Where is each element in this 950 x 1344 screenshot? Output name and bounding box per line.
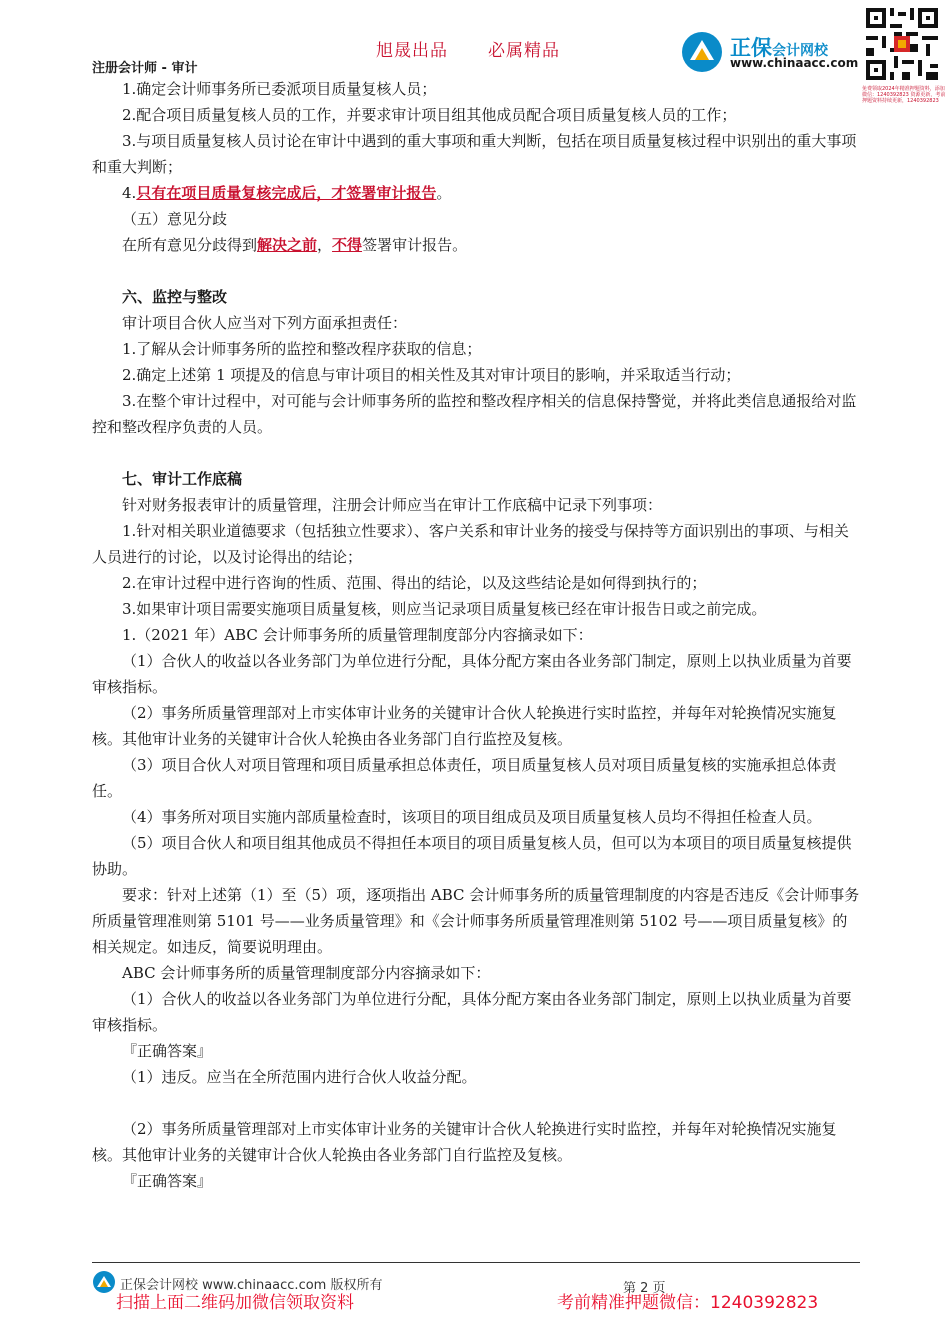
footer-copyright: 正保会计网校 www.chinaacc.com 版权所有 [120,1278,383,1293]
paragraph: 3.与项目质量复核人员讨论在审计中遇到的重大事项和重大判断，包括在项目质量复核过程中识别出的重大事项和重大判断； [92,132,857,176]
answer-label: 『正确答案』 [122,1172,213,1190]
paragraph: 2.确定上述第 1 项提及的信息与审计项目的相关性及其对审计项目的影响，并采取适当行动； [122,366,741,384]
paragraph: （2）事务所质量管理部对上市实体审计业务的关键审计合伙人轮换进行实时监控，并每年对轮换情况实施复核。其他审计业务的关键审计合伙人轮换由各业务部门自行监控及复核。 [92,1120,837,1164]
emphasis-text: 只有在项目质量复核完成后，才签署审计报告 [136,184,437,202]
paragraph: （1）违反。应当在全所范围内进行合伙人收益分配。 [122,1068,477,1086]
page-number: 第 2 页 [623,1281,666,1296]
paragraph: 要求：针对上述第（1）至（5）项，逐项指出 ABC 会计师事务所的质量管理制度的内容是否违反《会计师事务所质量管理准则第 5101 号——业务质量管理》和《会计师事务所质量管理准则第 5102 号——项目质量复核》的相关规定。如违反，简要说明理由。 [92,886,860,956]
logo-mark-icon [680,30,724,74]
paragraph: 1.针对相关职业道德要求（包括独立性要求）、客户关系和审计业务的接受与保持等方面识别出的事项、与相关人员进行的讨论，以及讨论得出的结论； [92,522,849,566]
footer-divider [92,1262,860,1263]
paragraph: 针对财务报表审计的质量管理，注册会计师应当在审计工作底稿中记录下列事项： [122,496,663,514]
header-slogan [376,36,560,61]
paragraph: 审计项目合伙人应当对下列方面承担责任： [122,314,408,332]
chinaacc-logo [680,30,860,74]
paragraph: （5）项目合伙人和项目组其他成员不得担任本项目的项目质量复核人员，但可以为本项目的项目质量复核提供协助。 [92,834,852,878]
paragraph: 在所有意见分歧得到解决之前，不得签署审计报告。 [122,236,468,254]
document-title: 注册会计师 - 审计 [92,61,198,76]
paragraph: ABC 会计师事务所的质量管理制度部分内容摘录如下： [122,964,491,982]
paragraph: （4）事务所对项目实施内部质量检查时，该项目的项目组成员及项目质量复核人员均不得担任检查人员。 [122,808,822,826]
paragraph: 3.在整个审计过程中，对可能与会计师事务所的监控和整改程序相关的信息保持警觉，并将此类信息通报给对监控和整改程序负责的人员。 [92,392,857,436]
paragraph: 2.配合项目质量复核人员的工作，并要求审计项目组其他成员配合项目质量复核人员的工作； [122,106,737,124]
paragraph: （3）项目合伙人对项目管理和项目质量承担总体责任，项目质量复核人员对项目质量复核的实施承担总体责任。 [92,756,837,800]
emphasis-text: 不得 [332,236,363,254]
emphasis-text: 解决之前 [257,236,318,254]
paragraph: 3.如果审计项目需要实施项目质量复核，则应当记录项目质量复核已经在审计报告日或之前完成。 [122,600,767,618]
slogan-left: 旭晟出品 [376,41,448,61]
paragraph: 1.了解从会计师事务所的监控和整改程序获取的信息； [122,340,482,358]
section-heading: 七、审计工作底稿 [122,470,243,488]
promo-left: 扫描上面二维码加微信领取资料 [116,1293,354,1313]
logo-brand: 正保会计网校 [730,36,828,60]
footer-logo-icon [92,1270,116,1294]
paragraph: 2.在审计过程中进行咨询的性质、范围、得出的结论，以及这些结论是如何得到执行的； [122,574,707,592]
answer-label: 『正确答案』 [122,1042,213,1060]
qr-note: 免费领取2024年精准押题资料，添加微信：1240392823 资源更新，考前押题资料持续更新，1240392823 [862,86,946,104]
paragraph: （2）事务所质量管理部对上市实体审计业务的关键审计合伙人轮换进行实时监控，并每年对轮换情况实施复核。其他审计业务的关键审计合伙人轮换由各业务部门自行监控及复核。 [92,704,837,748]
promo-right: 考前精准押题微信：1240392823 [557,1293,819,1313]
paragraph: （五）意见分歧 [122,210,228,228]
slogan-right: 必属精品 [488,41,560,61]
paragraph: （1）合伙人的收益以各业务部门为单位进行分配，具体分配方案由各业务部门制定，原则上以执业质量为首要审核指标。 [92,990,852,1034]
logo-url: www.chinaacc.com [730,56,859,70]
paragraph: 1.确定会计师事务所已委派项目质量复核人员； [122,80,437,98]
page-content [92,76,860,1194]
qr-code-image [862,4,942,84]
paragraph: 4.只有在项目质量复核完成后，才签署审计报告。 [122,184,452,202]
paragraph: （1）合伙人的收益以各业务部门为单位进行分配，具体分配方案由各业务部门制定，原则上以执业质量为首要审核指标。 [92,652,852,696]
paragraph: 1.（2021 年）ABC 会计师事务所的质量管理制度部分内容摘录如下： [122,626,593,644]
section-heading: 六、监控与整改 [122,288,228,306]
